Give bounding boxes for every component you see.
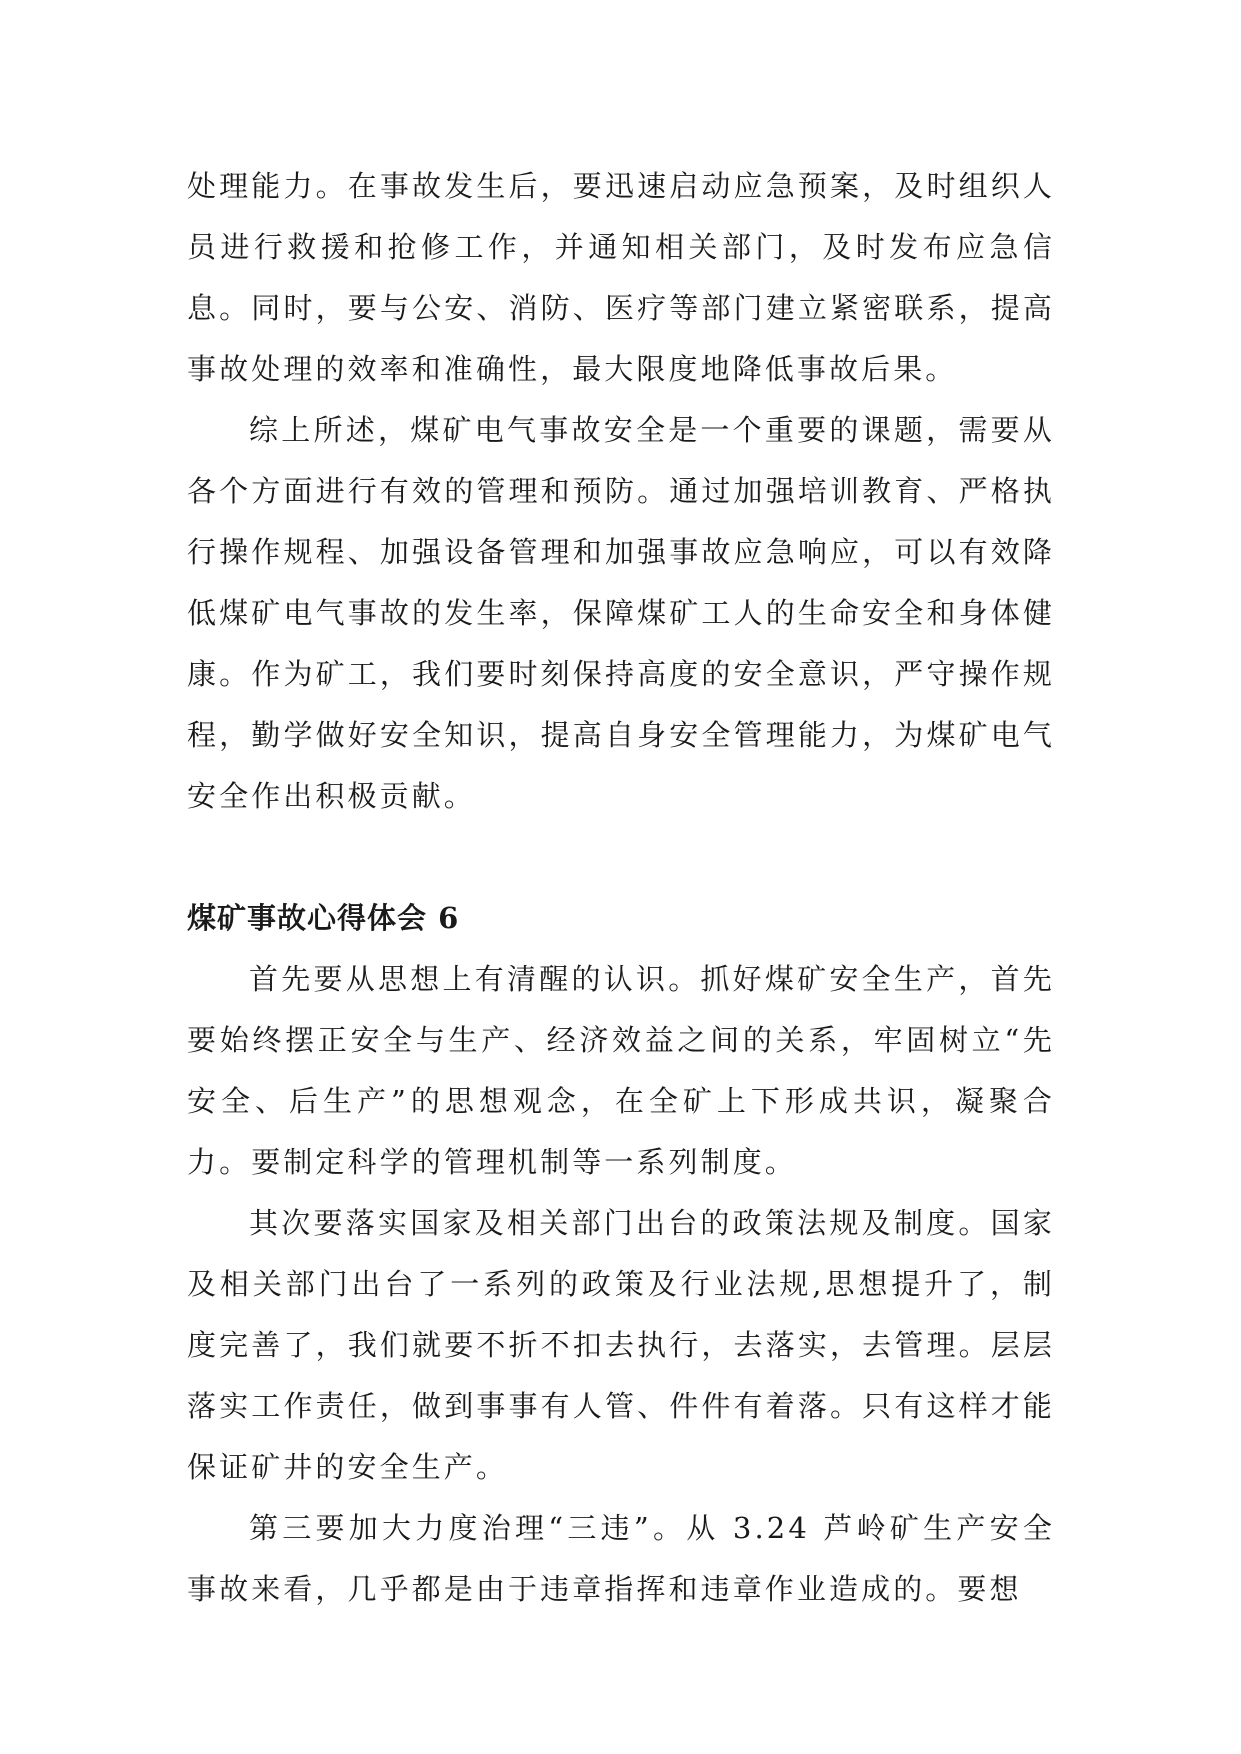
paragraph-3: 首先要从思想上有清醒的认识。抓好煤矿安全生产，首先要始终摆正安全与生产、经济效益之间的关系，牢固树立“先安全、后生产”的思想观念，在全矿上下形成共识，凝聚合力。要制定科学的管理机制等一系列制度。 (187, 962, 1055, 1179)
paragraph-2: 综上所述，煤矿电气事故安全是一个重要的课题，需要从各个方面进行有效的管理和预防。通过加强培训教育、严格执行操作规程、加强设备管理和加强事故应急响应，可以有效降低煤矿电气事故的发生率，保障煤矿工人的生命安全和身体健康。作为矿工，我们要时刻保持高度的安全意识，严守操作规程，勤学做好安全知识，提高自身安全管理能力，为煤矿电气安全作出积极贡献。 (187, 413, 1055, 813)
section-heading: 煤矿事故心得体会 6 (187, 901, 460, 935)
document-body (187, 156, 1055, 1620)
paragraph-4: 其次要落实国家及相关部门出台的政策法规及制度。国家及相关部门出台了一系列的政策及行业法规,思想提升了，制度完善了，我们就要不折不扣去执行，去落实，去管理。层层落实工作责任，做到事事有人管、件件有着落。只有这样才能保证矿井的安全生产。 (187, 1206, 1055, 1484)
paragraph-1: 处理能力。在事故发生后，要迅速启动应急预案，及时组织人员进行救援和抢修工作，并通知相关部门，及时发布应急信息。同时，要与公安、消防、医疗等部门建立紧密联系，提高事故处理的效率和准确性，最大限度地降低事故后果。 (187, 169, 1055, 386)
paragraph-5: 第三要加大力度治理“三违”。从 3.24 芦岭矿生产安全事故来看，几乎都是由于违章指挥和违章作业造成的。要想 (187, 1511, 1055, 1606)
